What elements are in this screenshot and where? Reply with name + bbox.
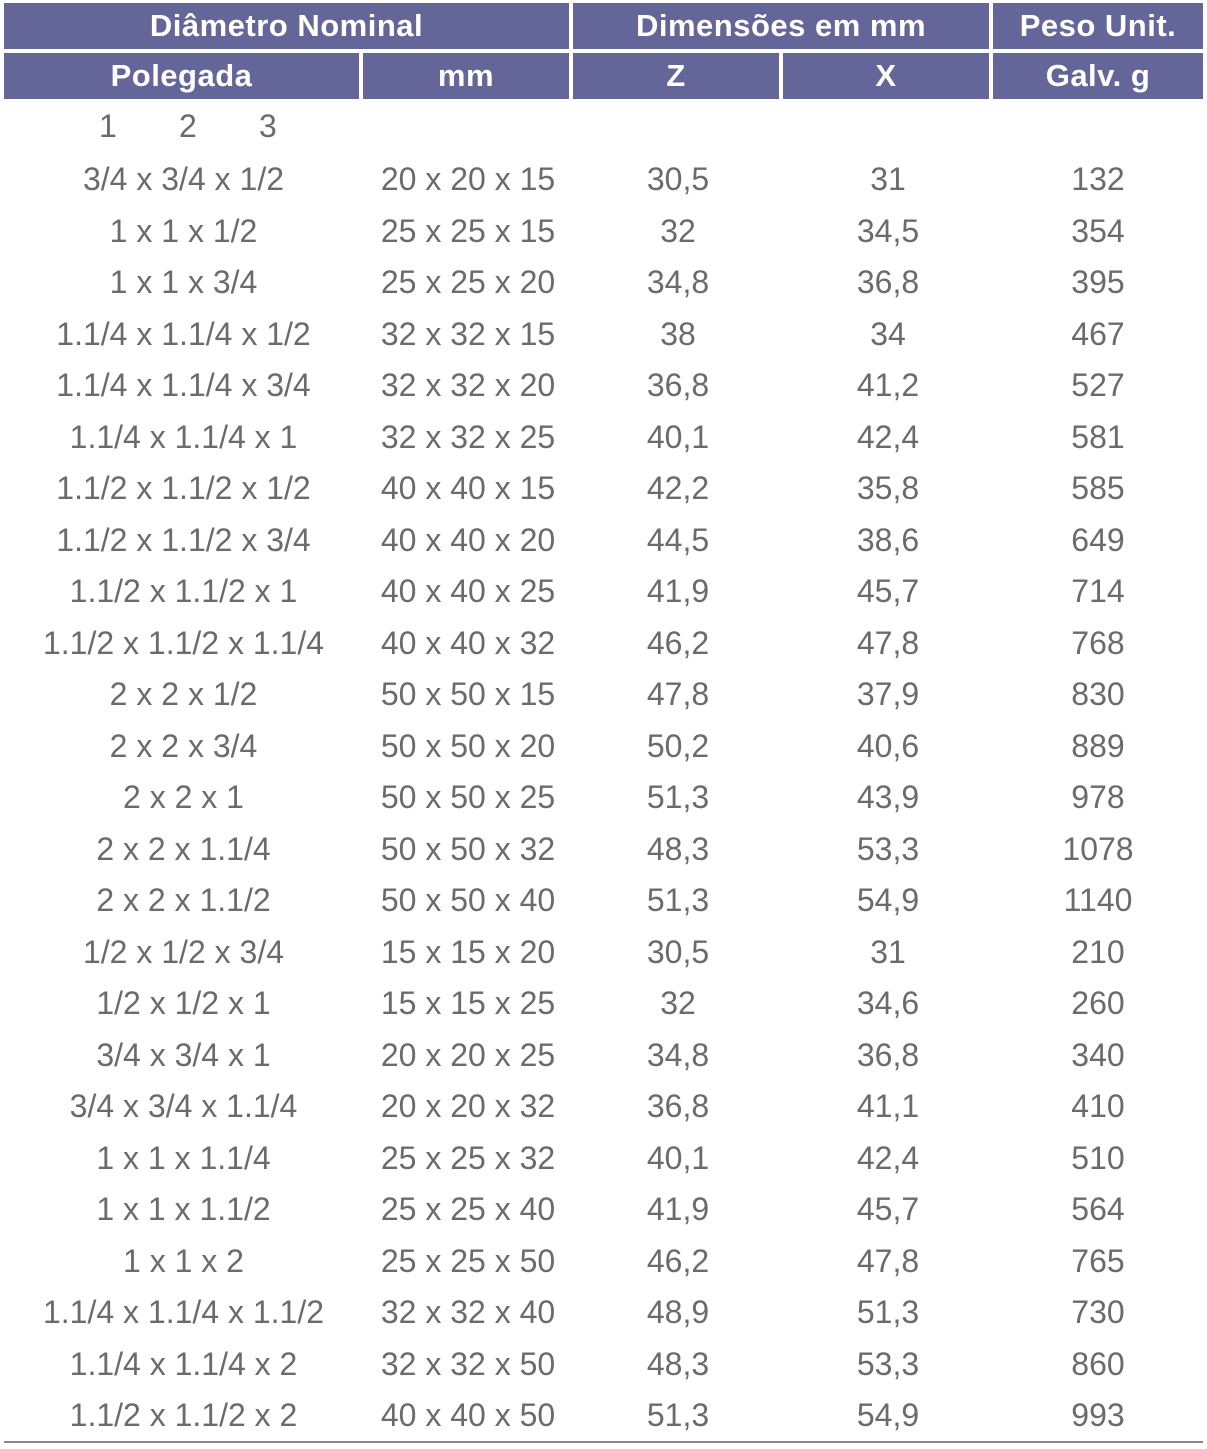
cell-weight: 1078 [1062, 830, 1134, 867]
cell-inch: 1 x 1 x 1.1/2 [96, 1191, 271, 1228]
cell-mm: 15 x 15 x 25 [380, 985, 556, 1022]
cell-x: 42,4 [856, 1139, 920, 1176]
table-row [4, 1133, 1203, 1185]
table-body [4, 99, 1203, 1442]
header-nominal-diameter: Diâmetro Nominal [4, 3, 573, 53]
cell-z: 32 [660, 212, 696, 249]
table-bottom-rule [4, 1441, 1203, 1443]
header-dimensions: Dimensões em mm [573, 3, 993, 53]
cell-inch: 3/4 x 3/4 x 1/2 [82, 161, 284, 198]
cell-weight: 978 [1071, 779, 1125, 816]
table-header [4, 3, 1203, 99]
cell-z: 36,8 [646, 367, 710, 404]
cell-inch: 1.1/4 x 1.1/4 x 1/2 [56, 315, 311, 352]
cell-mm: 25 x 25 x 20 [380, 264, 556, 301]
cell-z: 48,3 [646, 830, 710, 867]
cell-z: 48,9 [646, 1294, 710, 1331]
cell-x: 47,8 [856, 1242, 920, 1279]
table-row [4, 412, 1203, 464]
cell-weight: 354 [1071, 212, 1125, 249]
cell-inch: 2 x 2 x 1.1/4 [96, 830, 271, 867]
cell-x: 45,7 [856, 1191, 920, 1228]
cell-weight: 1140 [1063, 882, 1133, 919]
table-row [4, 1184, 1203, 1236]
cell-inch: 1 x 1 x 2 [123, 1242, 244, 1279]
table-row [4, 154, 1203, 206]
table-row [4, 257, 1203, 309]
cell-x: 38,6 [856, 521, 920, 558]
port-label-1: 1 [99, 108, 117, 144]
port-labels [4, 99, 363, 154]
cell-x: 47,8 [856, 624, 920, 661]
cell-inch: 1.1/2 x 1.1/2 x 3/4 [56, 521, 311, 558]
cell-z: 34,8 [646, 264, 710, 301]
cell-weight: 993 [1071, 1397, 1125, 1434]
cell-weight: 860 [1071, 1345, 1125, 1382]
cell-mm: 40 x 40 x 15 [380, 470, 556, 507]
cell-inch: 1/2 x 1/2 x 1 [96, 985, 271, 1022]
cell-weight: 132 [1071, 161, 1125, 198]
cell-x: 53,3 [856, 1345, 920, 1382]
cell-z: 51,3 [646, 882, 710, 919]
cell-z: 30,5 [646, 161, 710, 198]
cell-z: 44,5 [646, 521, 710, 558]
cell-x: 51,3 [856, 1294, 920, 1331]
table-row [4, 1287, 1203, 1339]
cell-z: 40,1 [646, 1139, 710, 1176]
cell-x: 54,9 [856, 882, 920, 919]
cell-weight: 527 [1071, 367, 1125, 404]
cell-x: 34,5 [856, 212, 920, 249]
cell-z: 40,1 [646, 418, 710, 455]
cell-z: 46,2 [646, 624, 710, 661]
cell-x: 31 [870, 933, 906, 970]
cell-x: 54,9 [856, 1397, 920, 1434]
cell-z: 30,5 [646, 933, 710, 970]
cell-mm: 50 x 50 x 20 [380, 727, 556, 764]
cell-z: 36,8 [646, 1088, 710, 1125]
cell-mm: 20 x 20 x 25 [380, 1036, 556, 1073]
table-row [4, 772, 1203, 824]
cell-mm: 25 x 25 x 40 [380, 1191, 556, 1228]
cell-inch: 1.1/2 x 1.1/2 x 1 [69, 573, 298, 610]
table-row [4, 721, 1203, 773]
table-row [4, 1339, 1203, 1391]
cell-z: 46,2 [646, 1242, 710, 1279]
cell-inch: 1.1/4 x 1.1/4 x 3/4 [56, 367, 311, 404]
cell-weight: 510 [1071, 1139, 1125, 1176]
cell-mm: 32 x 32 x 15 [380, 315, 556, 352]
table-row [4, 309, 1203, 361]
cell-inch: 1.1/2 x 1.1/2 x 1.1/4 [42, 624, 325, 661]
cell-inch: 1.1/4 x 1.1/4 x 1 [69, 418, 298, 455]
table-row [4, 566, 1203, 618]
cell-mm: 25 x 25 x 15 [380, 212, 556, 249]
cell-mm: 32 x 32 x 25 [380, 418, 556, 455]
cell-z: 51,3 [646, 1397, 710, 1434]
table-row [4, 978, 1203, 1030]
cell-x: 42,4 [856, 418, 920, 455]
cell-mm: 32 x 32 x 40 [380, 1294, 556, 1331]
cell-weight: 730 [1071, 1294, 1125, 1331]
cell-x: 41,2 [856, 367, 920, 404]
cell-mm: 25 x 25 x 50 [380, 1242, 556, 1279]
cell-weight: 581 [1071, 418, 1125, 455]
table-row [4, 206, 1203, 258]
cell-weight: 564 [1071, 1191, 1125, 1228]
cell-weight: 340 [1071, 1036, 1125, 1073]
header-column-row [4, 53, 1203, 99]
cell-z: 32 [660, 985, 696, 1022]
cell-mm: 40 x 40 x 20 [380, 521, 556, 558]
cell-z: 48,3 [646, 1345, 710, 1382]
column-header-z: Z [573, 53, 783, 99]
table-row [4, 1390, 1203, 1442]
cell-inch: 2 x 2 x 1/2 [109, 676, 258, 713]
cell-z: 51,3 [646, 779, 710, 816]
fittings-table [4, 3, 1203, 1442]
cell-x: 40,6 [856, 727, 920, 764]
cell-z: 41,9 [646, 573, 710, 610]
cell-mm: 32 x 32 x 20 [380, 367, 556, 404]
cell-x: 45,7 [856, 573, 920, 610]
column-header-mm: mm [363, 53, 573, 99]
header-group-row [4, 3, 1203, 53]
table-row [4, 1081, 1203, 1133]
cell-z: 42,2 [646, 470, 710, 507]
table-row [4, 1236, 1203, 1288]
table-row [4, 669, 1203, 721]
table-row [4, 618, 1203, 670]
cell-inch: 1.1/4 x 1.1/4 x 1.1/2 [42, 1294, 325, 1331]
cell-weight: 765 [1071, 1242, 1125, 1279]
cell-weight: 889 [1071, 727, 1125, 764]
cell-z: 47,8 [646, 676, 710, 713]
cell-x: 31 [870, 161, 906, 198]
cell-x: 37,9 [856, 676, 920, 713]
cell-weight: 585 [1071, 470, 1125, 507]
cell-z: 34,8 [646, 1036, 710, 1073]
cell-mm: 20 x 20 x 15 [380, 161, 556, 198]
column-header-x: X [783, 53, 993, 99]
table-row [4, 1030, 1203, 1082]
cell-mm: 50 x 50 x 32 [380, 830, 556, 867]
cell-x: 36,8 [856, 264, 920, 301]
column-header-inch: Polegada [4, 53, 363, 99]
cell-x: 34,6 [856, 985, 920, 1022]
cell-inch: 1 x 1 x 1.1/4 [96, 1139, 271, 1176]
cell-inch: 2 x 2 x 3/4 [109, 727, 258, 764]
table-row [4, 360, 1203, 412]
cell-weight: 649 [1071, 521, 1125, 558]
cell-inch: 2 x 2 x 1.1/2 [96, 882, 271, 919]
table-row [4, 824, 1203, 876]
cell-inch: 1 x 1 x 1/2 [109, 212, 258, 249]
table-row [4, 515, 1203, 567]
cell-weight: 410 [1071, 1088, 1125, 1125]
cell-x: 35,8 [856, 470, 920, 507]
header-unit-weight: Peso Unit. [993, 3, 1203, 53]
cell-inch: 2 x 2 x 1 [123, 779, 244, 816]
cell-weight: 768 [1071, 624, 1125, 661]
cell-mm: 15 x 15 x 20 [380, 933, 556, 970]
cell-weight: 210 [1071, 933, 1125, 970]
cell-inch: 1 x 1 x 3/4 [109, 264, 258, 301]
table-row [4, 875, 1203, 927]
cell-mm: 50 x 50 x 40 [380, 882, 556, 919]
column-header-weight: Galv. g [993, 53, 1203, 99]
cell-x: 36,8 [856, 1036, 920, 1073]
table-row [4, 463, 1203, 515]
cell-x: 43,9 [856, 779, 920, 816]
table-row [4, 927, 1203, 979]
port-label-2: 2 [179, 108, 197, 144]
cell-weight: 467 [1071, 315, 1125, 352]
cell-inch: 1.1/2 x 1.1/2 x 1/2 [56, 470, 311, 507]
cell-weight: 830 [1071, 676, 1125, 713]
port-label-3: 3 [259, 108, 277, 144]
cell-z: 41,9 [646, 1191, 710, 1228]
cell-weight: 714 [1071, 573, 1125, 610]
cell-x: 34 [870, 315, 906, 352]
cell-z: 50,2 [646, 727, 710, 764]
fittings-table-container [4, 3, 1203, 1442]
cell-weight: 395 [1071, 264, 1125, 301]
cell-inch: 1/2 x 1/2 x 3/4 [82, 933, 284, 970]
cell-mm: 32 x 32 x 50 [380, 1345, 556, 1382]
cell-inch: 1.1/4 x 1.1/4 x 2 [69, 1345, 298, 1382]
cell-mm: 40 x 40 x 32 [380, 624, 556, 661]
cell-x: 53,3 [856, 830, 920, 867]
cell-inch: 3/4 x 3/4 x 1.1/4 [69, 1088, 298, 1125]
cell-mm: 50 x 50 x 25 [380, 779, 556, 816]
cell-weight: 260 [1071, 985, 1125, 1022]
cell-mm: 40 x 40 x 50 [380, 1397, 556, 1434]
cell-z: 38 [660, 315, 696, 352]
cell-mm: 20 x 20 x 32 [380, 1088, 556, 1125]
port-labels-row [4, 99, 1203, 154]
cell-x: 41,1 [856, 1088, 920, 1125]
cell-inch: 1.1/2 x 1.1/2 x 2 [69, 1397, 298, 1434]
cell-mm: 25 x 25 x 32 [380, 1139, 556, 1176]
cell-mm: 50 x 50 x 15 [380, 676, 556, 713]
cell-inch: 3/4 x 3/4 x 1 [96, 1036, 271, 1073]
cell-mm: 40 x 40 x 25 [380, 573, 556, 610]
